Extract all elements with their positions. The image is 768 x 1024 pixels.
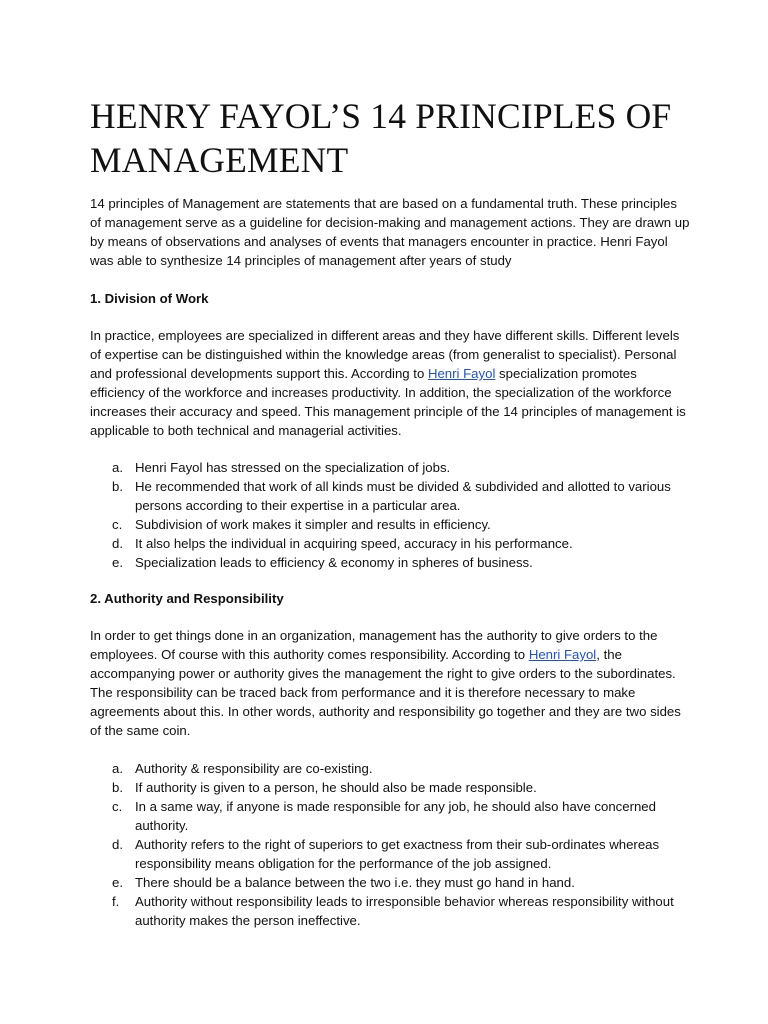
- list-marker: b.: [112, 780, 123, 795]
- section1-heading: 1. Division of Work: [90, 291, 209, 306]
- section2-paragraph-text-end: , the accompanying power or authority gives the management the right to give orders to the subordinates. The responsibility can be traced back from performance and it is therefore necessary to make agreements about this. In other words, authority and responsibility go together and they are two sides of the same coin.: [90, 647, 681, 738]
- section2-list: [90, 759, 690, 930]
- list-item-text: Authority without responsibility leads to irresponsible behavior whereas responsibility without authority makes the person ineffective.: [135, 894, 674, 928]
- section2-paragraph: [90, 626, 690, 740]
- list-marker: a.: [112, 460, 123, 475]
- list-marker: d.: [112, 536, 123, 551]
- list-item: [90, 797, 690, 835]
- list-marker: e.: [112, 555, 123, 570]
- list-marker: e.: [112, 875, 123, 890]
- document-title: HENRY FAYOL’S 14 PRINCIPLES OF MANAGEMENT: [90, 96, 672, 180]
- list-item: [90, 835, 690, 873]
- list-item: [90, 759, 690, 778]
- list-item: [90, 515, 690, 534]
- section2-paragraph-text-start: In order to get things done in an organization, management has the authority to give orders to the employees. Of course with this authority comes responsibility. According to: [90, 628, 658, 662]
- list-item-text: Authority & responsibility are co-existing.: [135, 761, 373, 776]
- intro-paragraph: 14 principles of Management are statements that are based on a fundamental truth. These principles of management serve as a guideline for decision-making and management actions. They are drawn up by means of observations and analyses of events that managers encounter in practice. Henri Fayol was able to synthesize 14 principles of management after years of study: [90, 196, 690, 268]
- list-marker: d.: [112, 837, 123, 852]
- list-item-text: There should be a balance between the two i.e. they must go hand in hand.: [135, 875, 575, 890]
- section1-paragraph-text-end: specialization promotes efficiency of the workforce and increases productivity. In addition, the specialization of the workforce increases their accuracy and speed. This management principle of the 14 principles of management is applicable to both technical and managerial activities.: [90, 366, 686, 438]
- list-marker: c.: [112, 517, 123, 532]
- list-item: [90, 553, 690, 572]
- list-item: [90, 477, 690, 515]
- list-item-text: Henri Fayol has stressed on the specialization of jobs.: [135, 460, 451, 475]
- list-item-text: Specialization leads to efficiency & economy in spheres of business.: [135, 555, 533, 570]
- list-item-text: It also helps the individual in acquiring speed, accuracy in his performance.: [135, 536, 573, 551]
- list-marker: c.: [112, 799, 123, 814]
- section1-list: [90, 458, 690, 572]
- henri-fayol-link[interactable]: Henri Fayol: [427, 366, 496, 381]
- henri-fayol-link[interactable]: Henri Fayol: [528, 647, 597, 662]
- section1-paragraph: [90, 326, 690, 440]
- list-item-text: Subdivision of work makes it simpler and results in efficiency.: [135, 517, 491, 532]
- section1-paragraph-text-start: In practice, employees are specialized in different areas and they have different skills. Different levels of expertise can be distinguished within the knowledge areas (from generalist to specialist). Personal and professional developments support this. According to: [90, 328, 680, 381]
- list-marker: b.: [112, 479, 123, 494]
- section2-heading: 2. Authority and Responsibility: [90, 591, 284, 606]
- list-item: [90, 458, 690, 477]
- list-item-text: In a same way, if anyone is made responsible for any job, he should also have concerned authority.: [135, 799, 656, 833]
- list-item-text: If authority is given to a person, he should also be made responsible.: [135, 780, 537, 795]
- list-item: [90, 892, 690, 930]
- list-marker: a.: [112, 761, 123, 776]
- list-item: [90, 534, 690, 553]
- list-item: [90, 778, 690, 797]
- list-item-text: Authority refers to the right of superiors to get exactness from their sub-ordinates whereas responsibility means obligation for the performance of the job assigned.: [135, 837, 660, 871]
- list-item: [90, 873, 690, 892]
- list-item-text: He recommended that work of all kinds must be divided & subdivided and allotted to various persons according to their expertise in a particular area.: [135, 479, 671, 513]
- list-marker: f.: [112, 894, 120, 909]
